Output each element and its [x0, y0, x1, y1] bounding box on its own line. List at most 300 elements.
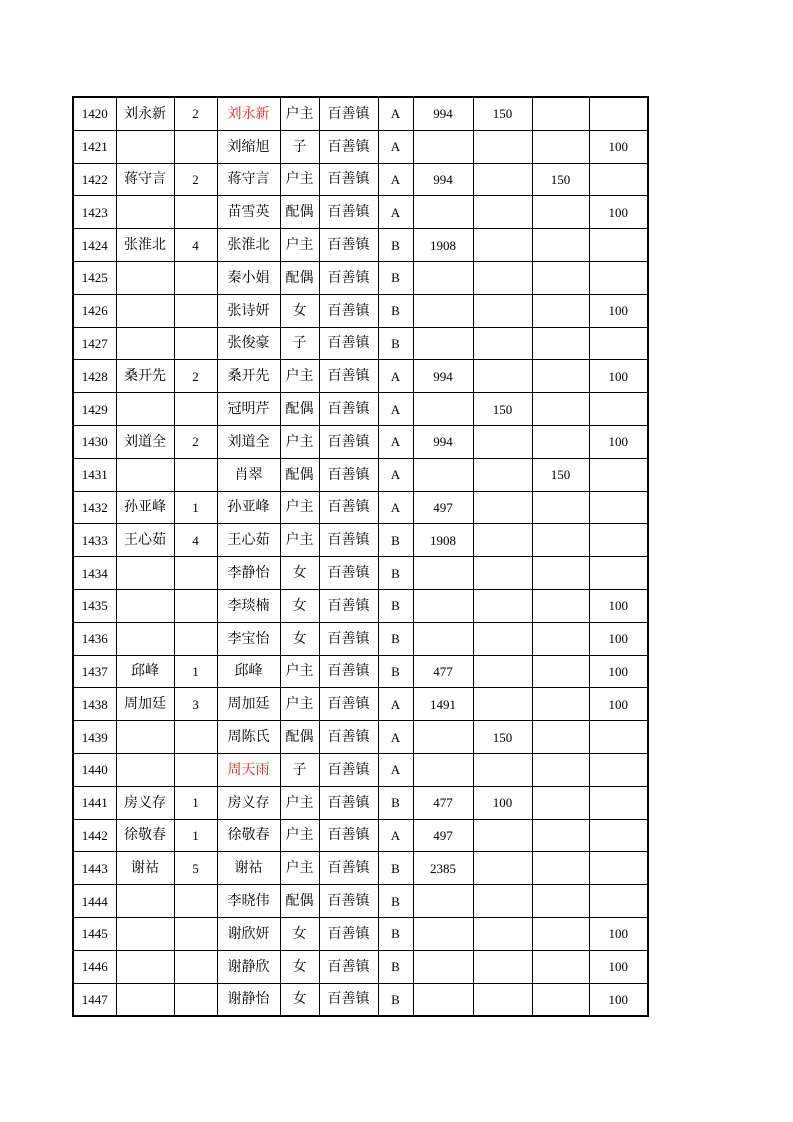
amount-3-cell	[532, 819, 589, 852]
row-number-cell: 1428	[73, 360, 116, 393]
amount-4-cell	[589, 524, 648, 557]
relation-cell: 户主	[280, 360, 319, 393]
amount-4-cell: 100	[589, 294, 648, 327]
amount-2-cell: 150	[473, 393, 532, 426]
town-cell: 百善镇	[319, 786, 378, 819]
row-number-cell: 1438	[73, 688, 116, 721]
household-size-cell: 4	[174, 524, 217, 557]
household-size-cell	[174, 196, 217, 229]
household-size-cell: 2	[174, 360, 217, 393]
amount-3-cell	[532, 589, 589, 622]
town-cell: 百善镇	[319, 688, 378, 721]
member-name-cell: 张淮北	[217, 229, 280, 262]
member-name-cell: 冠明芹	[217, 393, 280, 426]
grade-cell: B	[378, 327, 413, 360]
table-row	[73, 688, 648, 721]
relation-cell: 女	[280, 589, 319, 622]
row-number-cell: 1423	[73, 196, 116, 229]
table-row	[73, 425, 648, 458]
household-head-cell: 邱峰	[116, 655, 174, 688]
town-cell: 百善镇	[319, 130, 378, 163]
town-cell: 百善镇	[319, 622, 378, 655]
household-head-cell	[116, 130, 174, 163]
town-cell: 百善镇	[319, 721, 378, 754]
amount-2-cell	[473, 885, 532, 918]
amount-1-cell	[413, 721, 473, 754]
row-number-cell: 1432	[73, 491, 116, 524]
member-name-cell: 张诗妍	[217, 294, 280, 327]
household-size-cell	[174, 294, 217, 327]
amount-2-cell	[473, 622, 532, 655]
amount-4-cell	[589, 327, 648, 360]
amount-3-cell	[532, 753, 589, 786]
amount-2-cell	[473, 983, 532, 1016]
town-cell: 百善镇	[319, 557, 378, 590]
member-name-cell: 秦小娟	[217, 261, 280, 294]
town-cell: 百善镇	[319, 327, 378, 360]
grade-cell: B	[378, 786, 413, 819]
table-row	[73, 130, 648, 163]
table-row	[73, 360, 648, 393]
grade-cell: B	[378, 852, 413, 885]
table-row	[73, 885, 648, 918]
grade-cell: B	[378, 261, 413, 294]
town-cell: 百善镇	[319, 655, 378, 688]
member-name-cell: 李静怡	[217, 557, 280, 590]
amount-1-cell	[413, 622, 473, 655]
relation-cell: 户主	[280, 852, 319, 885]
row-number-cell: 1446	[73, 950, 116, 983]
household-size-cell	[174, 753, 217, 786]
amount-1-cell	[413, 130, 473, 163]
amount-2-cell	[473, 130, 532, 163]
member-name-cell: 孙亚峰	[217, 491, 280, 524]
table-row	[73, 294, 648, 327]
town-cell: 百善镇	[319, 163, 378, 196]
row-number-cell: 1437	[73, 655, 116, 688]
town-cell: 百善镇	[319, 491, 378, 524]
relation-cell: 配偶	[280, 261, 319, 294]
row-number-cell: 1421	[73, 130, 116, 163]
row-number-cell: 1430	[73, 425, 116, 458]
row-number-cell: 1433	[73, 524, 116, 557]
amount-4-cell	[589, 852, 648, 885]
table-row	[73, 655, 648, 688]
amount-3-cell	[532, 327, 589, 360]
amount-1-cell	[413, 458, 473, 491]
amount-1-cell: 1908	[413, 524, 473, 557]
household-head-cell	[116, 458, 174, 491]
town-cell: 百善镇	[319, 524, 378, 557]
amount-4-cell: 100	[589, 130, 648, 163]
town-cell: 百善镇	[319, 983, 378, 1016]
amount-3-cell	[532, 786, 589, 819]
table-row	[73, 163, 648, 196]
amount-4-cell: 100	[589, 688, 648, 721]
relation-cell: 女	[280, 294, 319, 327]
household-size-cell	[174, 130, 217, 163]
grade-cell: A	[378, 130, 413, 163]
amount-3-cell	[532, 721, 589, 754]
household-head-cell	[116, 557, 174, 590]
amount-2-cell	[473, 196, 532, 229]
member-name-cell: 王心茹	[217, 524, 280, 557]
row-number-cell: 1447	[73, 983, 116, 1016]
grade-cell: B	[378, 655, 413, 688]
table-row	[73, 524, 648, 557]
household-table	[72, 96, 649, 1017]
amount-3-cell	[532, 655, 589, 688]
row-number-cell: 1424	[73, 229, 116, 262]
amount-1-cell: 994	[413, 425, 473, 458]
town-cell: 百善镇	[319, 589, 378, 622]
household-head-cell	[116, 294, 174, 327]
town-cell: 百善镇	[319, 229, 378, 262]
amount-2-cell	[473, 458, 532, 491]
amount-3-cell	[532, 557, 589, 590]
town-cell: 百善镇	[319, 885, 378, 918]
amount-4-cell: 100	[589, 950, 648, 983]
amount-4-cell	[589, 786, 648, 819]
amount-2-cell	[473, 524, 532, 557]
amount-1-cell	[413, 327, 473, 360]
member-name-cell: 谢祜	[217, 852, 280, 885]
relation-cell: 户主	[280, 524, 319, 557]
amount-3-cell	[532, 360, 589, 393]
grade-cell: B	[378, 589, 413, 622]
household-head-cell: 蒋守言	[116, 163, 174, 196]
table-body	[73, 97, 648, 1016]
amount-4-cell	[589, 458, 648, 491]
member-name-cell: 谢静怡	[217, 983, 280, 1016]
amount-3-cell	[532, 425, 589, 458]
relation-cell: 女	[280, 557, 319, 590]
relation-cell: 配偶	[280, 721, 319, 754]
household-size-cell	[174, 327, 217, 360]
relation-cell: 子	[280, 130, 319, 163]
table-row	[73, 753, 648, 786]
relation-cell: 配偶	[280, 393, 319, 426]
row-number-cell: 1434	[73, 557, 116, 590]
amount-3-cell	[532, 261, 589, 294]
table-row	[73, 983, 648, 1016]
member-name-cell: 张俊豪	[217, 327, 280, 360]
household-size-cell	[174, 458, 217, 491]
grade-cell: B	[378, 294, 413, 327]
member-name-cell: 刘缩旭	[217, 130, 280, 163]
amount-1-cell	[413, 917, 473, 950]
row-number-cell: 1443	[73, 852, 116, 885]
amount-4-cell: 100	[589, 360, 648, 393]
relation-cell: 配偶	[280, 885, 319, 918]
household-head-cell: 王心茹	[116, 524, 174, 557]
grade-cell: A	[378, 393, 413, 426]
town-cell: 百善镇	[319, 425, 378, 458]
row-number-cell: 1439	[73, 721, 116, 754]
amount-2-cell: 100	[473, 786, 532, 819]
amount-1-cell: 497	[413, 491, 473, 524]
amount-2-cell	[473, 294, 532, 327]
amount-3-cell	[532, 983, 589, 1016]
amount-1-cell	[413, 753, 473, 786]
household-size-cell	[174, 393, 217, 426]
grade-cell: B	[378, 229, 413, 262]
grade-cell: A	[378, 458, 413, 491]
amount-1-cell: 1491	[413, 688, 473, 721]
household-size-cell: 1	[174, 491, 217, 524]
amount-2-cell	[473, 491, 532, 524]
amount-3-cell	[532, 196, 589, 229]
amount-1-cell	[413, 557, 473, 590]
town-cell: 百善镇	[319, 261, 378, 294]
relation-cell: 户主	[280, 688, 319, 721]
relation-cell: 女	[280, 950, 319, 983]
amount-2-cell	[473, 950, 532, 983]
household-head-cell	[116, 589, 174, 622]
amount-3-cell	[532, 852, 589, 885]
amount-4-cell	[589, 885, 648, 918]
grade-cell: A	[378, 721, 413, 754]
member-name-cell: 周加廷	[217, 688, 280, 721]
amount-4-cell: 100	[589, 983, 648, 1016]
grade-cell: B	[378, 950, 413, 983]
household-head-cell: 房义存	[116, 786, 174, 819]
household-size-cell: 4	[174, 229, 217, 262]
table-row	[73, 622, 648, 655]
amount-2-cell: 150	[473, 97, 532, 130]
amount-3-cell	[532, 229, 589, 262]
amount-1-cell	[413, 294, 473, 327]
amount-3-cell	[532, 885, 589, 918]
relation-cell: 女	[280, 983, 319, 1016]
household-size-cell	[174, 885, 217, 918]
amount-1-cell	[413, 885, 473, 918]
table-row	[73, 917, 648, 950]
table-row	[73, 721, 648, 754]
amount-4-cell	[589, 491, 648, 524]
amount-1-cell	[413, 196, 473, 229]
relation-cell: 子	[280, 753, 319, 786]
row-number-cell: 1427	[73, 327, 116, 360]
member-name-cell: 李晓伟	[217, 885, 280, 918]
amount-2-cell	[473, 557, 532, 590]
amount-3-cell: 150	[532, 458, 589, 491]
table-row	[73, 950, 648, 983]
member-name-cell: 桑开先	[217, 360, 280, 393]
household-size-cell: 2	[174, 163, 217, 196]
grade-cell: B	[378, 917, 413, 950]
household-size-cell: 2	[174, 425, 217, 458]
relation-cell: 户主	[280, 163, 319, 196]
row-number-cell: 1429	[73, 393, 116, 426]
member-name-cell: 周陈氏	[217, 721, 280, 754]
town-cell: 百善镇	[319, 819, 378, 852]
table-row	[73, 819, 648, 852]
amount-2-cell	[473, 753, 532, 786]
relation-cell: 户主	[280, 491, 319, 524]
household-head-cell	[116, 393, 174, 426]
amount-3-cell	[532, 950, 589, 983]
amount-3-cell	[532, 688, 589, 721]
row-number-cell: 1440	[73, 753, 116, 786]
table-row	[73, 229, 648, 262]
town-cell: 百善镇	[319, 393, 378, 426]
row-number-cell: 1435	[73, 589, 116, 622]
household-head-cell	[116, 196, 174, 229]
relation-cell: 女	[280, 622, 319, 655]
grade-cell: A	[378, 163, 413, 196]
amount-4-cell	[589, 229, 648, 262]
relation-cell: 子	[280, 327, 319, 360]
amount-3-cell	[532, 524, 589, 557]
amount-4-cell	[589, 557, 648, 590]
table-row	[73, 327, 648, 360]
member-name-cell: 肖翠	[217, 458, 280, 491]
household-size-cell: 3	[174, 688, 217, 721]
household-size-cell	[174, 622, 217, 655]
household-head-cell: 张淮北	[116, 229, 174, 262]
member-name-cell: 周天雨	[217, 753, 280, 786]
amount-4-cell	[589, 163, 648, 196]
amount-1-cell	[413, 261, 473, 294]
amount-1-cell: 477	[413, 786, 473, 819]
amount-4-cell: 100	[589, 917, 648, 950]
amount-4-cell	[589, 261, 648, 294]
row-number-cell: 1444	[73, 885, 116, 918]
amount-1-cell	[413, 950, 473, 983]
amount-4-cell: 100	[589, 655, 648, 688]
table-row	[73, 97, 648, 130]
household-size-cell: 2	[174, 97, 217, 130]
relation-cell: 户主	[280, 655, 319, 688]
household-head-cell	[116, 721, 174, 754]
amount-1-cell	[413, 983, 473, 1016]
amount-2-cell	[473, 655, 532, 688]
amount-3-cell: 150	[532, 163, 589, 196]
relation-cell: 女	[280, 917, 319, 950]
town-cell: 百善镇	[319, 852, 378, 885]
household-head-cell	[116, 622, 174, 655]
grade-cell: B	[378, 983, 413, 1016]
household-head-cell	[116, 261, 174, 294]
amount-4-cell	[589, 721, 648, 754]
grade-cell: A	[378, 688, 413, 721]
town-cell: 百善镇	[319, 950, 378, 983]
household-head-cell: 刘永新	[116, 97, 174, 130]
amount-2-cell: 150	[473, 721, 532, 754]
relation-cell: 配偶	[280, 196, 319, 229]
amount-3-cell	[532, 917, 589, 950]
amount-2-cell	[473, 229, 532, 262]
amount-1-cell: 994	[413, 97, 473, 130]
amount-1-cell: 1908	[413, 229, 473, 262]
grade-cell: A	[378, 196, 413, 229]
household-size-cell	[174, 721, 217, 754]
household-size-cell	[174, 589, 217, 622]
relation-cell: 户主	[280, 819, 319, 852]
table-row	[73, 458, 648, 491]
relation-cell: 户主	[280, 786, 319, 819]
amount-1-cell	[413, 393, 473, 426]
row-number-cell: 1426	[73, 294, 116, 327]
town-cell: 百善镇	[319, 360, 378, 393]
amount-4-cell	[589, 97, 648, 130]
household-size-cell	[174, 261, 217, 294]
amount-1-cell: 994	[413, 360, 473, 393]
amount-1-cell: 994	[413, 163, 473, 196]
amount-1-cell	[413, 589, 473, 622]
table-row	[73, 852, 648, 885]
grade-cell: A	[378, 491, 413, 524]
household-size-cell: 1	[174, 655, 217, 688]
member-name-cell: 蒋守言	[217, 163, 280, 196]
amount-3-cell	[532, 294, 589, 327]
amount-1-cell: 477	[413, 655, 473, 688]
row-number-cell: 1422	[73, 163, 116, 196]
amount-2-cell	[473, 819, 532, 852]
row-number-cell: 1445	[73, 917, 116, 950]
household-head-cell: 刘道全	[116, 425, 174, 458]
member-name-cell: 刘道全	[217, 425, 280, 458]
amount-1-cell: 2385	[413, 852, 473, 885]
member-name-cell: 谢静欣	[217, 950, 280, 983]
amount-3-cell	[532, 622, 589, 655]
table-row	[73, 491, 648, 524]
town-cell: 百善镇	[319, 458, 378, 491]
row-number-cell: 1441	[73, 786, 116, 819]
grade-cell: A	[378, 425, 413, 458]
row-number-cell: 1425	[73, 261, 116, 294]
amount-3-cell	[532, 97, 589, 130]
household-head-cell	[116, 950, 174, 983]
grade-cell: A	[378, 819, 413, 852]
household-head-cell	[116, 983, 174, 1016]
town-cell: 百善镇	[319, 294, 378, 327]
member-name-cell: 邱峰	[217, 655, 280, 688]
amount-2-cell	[473, 917, 532, 950]
row-number-cell: 1431	[73, 458, 116, 491]
member-name-cell: 刘永新	[217, 97, 280, 130]
household-size-cell: 5	[174, 852, 217, 885]
town-cell: 百善镇	[319, 97, 378, 130]
relation-cell: 户主	[280, 97, 319, 130]
amount-2-cell	[473, 360, 532, 393]
household-head-cell	[116, 885, 174, 918]
amount-4-cell: 100	[589, 622, 648, 655]
household-head-cell: 徐敬春	[116, 819, 174, 852]
table-row	[73, 196, 648, 229]
household-head-cell	[116, 917, 174, 950]
household-size-cell	[174, 983, 217, 1016]
town-cell: 百善镇	[319, 196, 378, 229]
amount-4-cell	[589, 753, 648, 786]
amount-3-cell	[532, 491, 589, 524]
grade-cell: B	[378, 524, 413, 557]
relation-cell: 户主	[280, 229, 319, 262]
amount-2-cell	[473, 261, 532, 294]
household-size-cell	[174, 917, 217, 950]
household-head-cell: 孙亚峰	[116, 491, 174, 524]
amount-2-cell	[473, 688, 532, 721]
amount-2-cell	[473, 589, 532, 622]
row-number-cell: 1442	[73, 819, 116, 852]
amount-4-cell: 100	[589, 196, 648, 229]
household-size-cell	[174, 557, 217, 590]
member-name-cell: 李宝怡	[217, 622, 280, 655]
amount-2-cell	[473, 852, 532, 885]
table-row	[73, 393, 648, 426]
amount-2-cell	[473, 163, 532, 196]
